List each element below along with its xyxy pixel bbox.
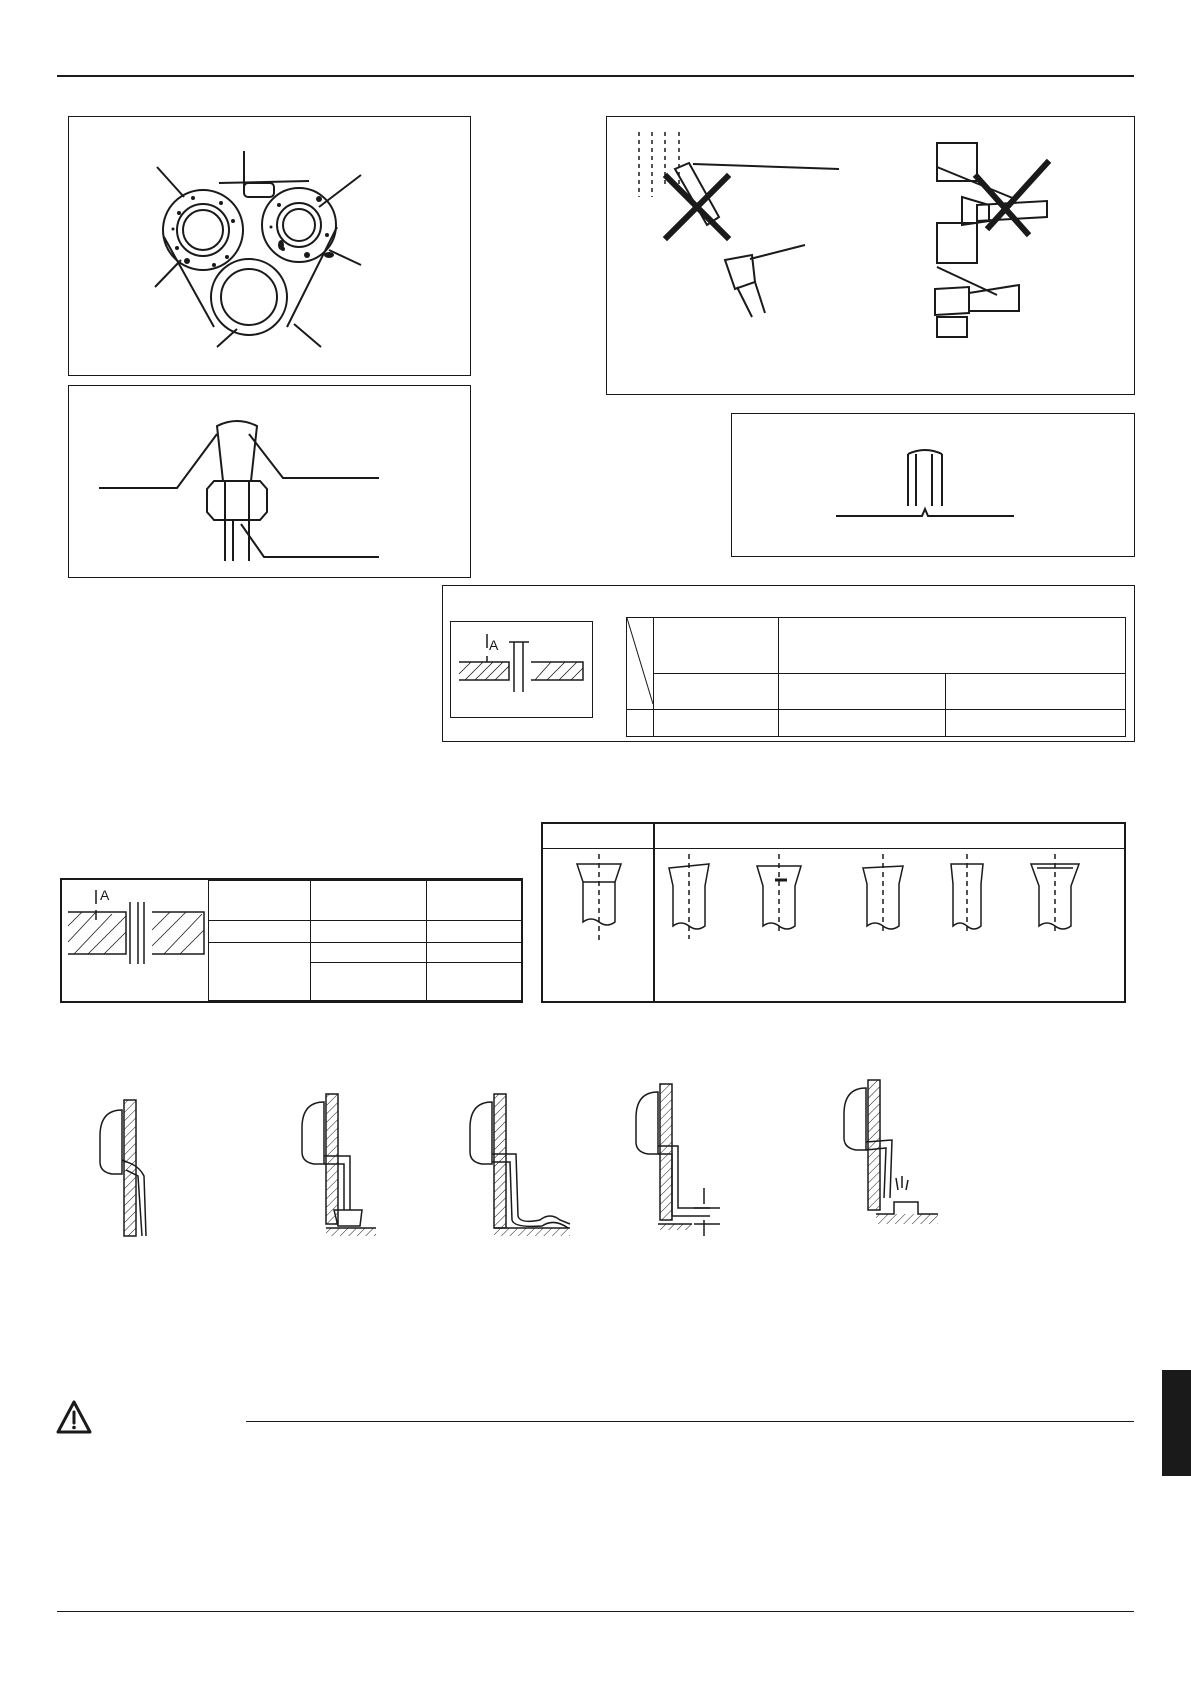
caution-rule: [246, 1421, 1134, 1422]
figure-flare-nut: [68, 385, 471, 578]
flare-quality-table: [541, 822, 1126, 1003]
table-cell: [311, 943, 427, 963]
table-cell: [427, 943, 523, 963]
table-header-cell: [209, 881, 311, 921]
table-subheader-cell: [946, 673, 1126, 709]
table-cell: [209, 943, 311, 1001]
flare-shapes-drawing: [543, 824, 1126, 1003]
x-mark-icon: [667, 177, 727, 237]
table-corner-cell: [627, 618, 654, 710]
header-rule: [57, 75, 1134, 77]
flare-dimension-panel: [442, 585, 1135, 742]
table-cell: [779, 710, 946, 737]
diagonal-divider: [627, 618, 653, 704]
flare-dimension-table: [626, 617, 1126, 737]
x-mark-icon: [977, 163, 1047, 233]
pipe-cut-drawing: [732, 414, 1136, 558]
section-tab-marker: [1162, 1370, 1191, 1476]
table-subheader-cell: [779, 673, 946, 709]
figure-pipe-bundle: [68, 116, 471, 376]
figure-pipe-cut: [731, 413, 1135, 557]
table-cell: [427, 921, 523, 943]
table-header-cell: [427, 881, 523, 921]
flare-nut-drawing: [69, 386, 472, 579]
table-header-cell: [779, 618, 1126, 674]
table-cell: [311, 921, 427, 943]
table-cell: [946, 710, 1126, 737]
table-subheader-cell: [654, 673, 779, 709]
dimension-label-a: A: [489, 637, 499, 653]
pipe-bundle-drawing: [69, 117, 472, 377]
footer-rule: [57, 1611, 1134, 1612]
flare-depth-drawing-2: [66, 884, 214, 972]
dimension-grid: [208, 880, 523, 1001]
warning-triangle-icon: [56, 1400, 92, 1434]
table-cell: [427, 963, 523, 1001]
flare-depth-drawing: [451, 622, 594, 719]
table-cell: [627, 710, 654, 737]
table-cell: [654, 710, 779, 737]
drain-hose-examples: [80, 1080, 960, 1240]
table-header-cell: [654, 618, 779, 674]
table-header-cell: [311, 881, 427, 921]
drain-hose-drawing: [80, 1080, 960, 1240]
dimension-label-a: A: [100, 887, 110, 903]
flare-dimension-diagram: [450, 621, 593, 718]
figure-flare-tool-warning: [606, 116, 1135, 395]
table-cell: [209, 921, 311, 943]
table-cell: [311, 963, 427, 1001]
flare-tool-drawing: [607, 117, 1136, 396]
flare-dimension-table-2: [60, 878, 523, 1003]
